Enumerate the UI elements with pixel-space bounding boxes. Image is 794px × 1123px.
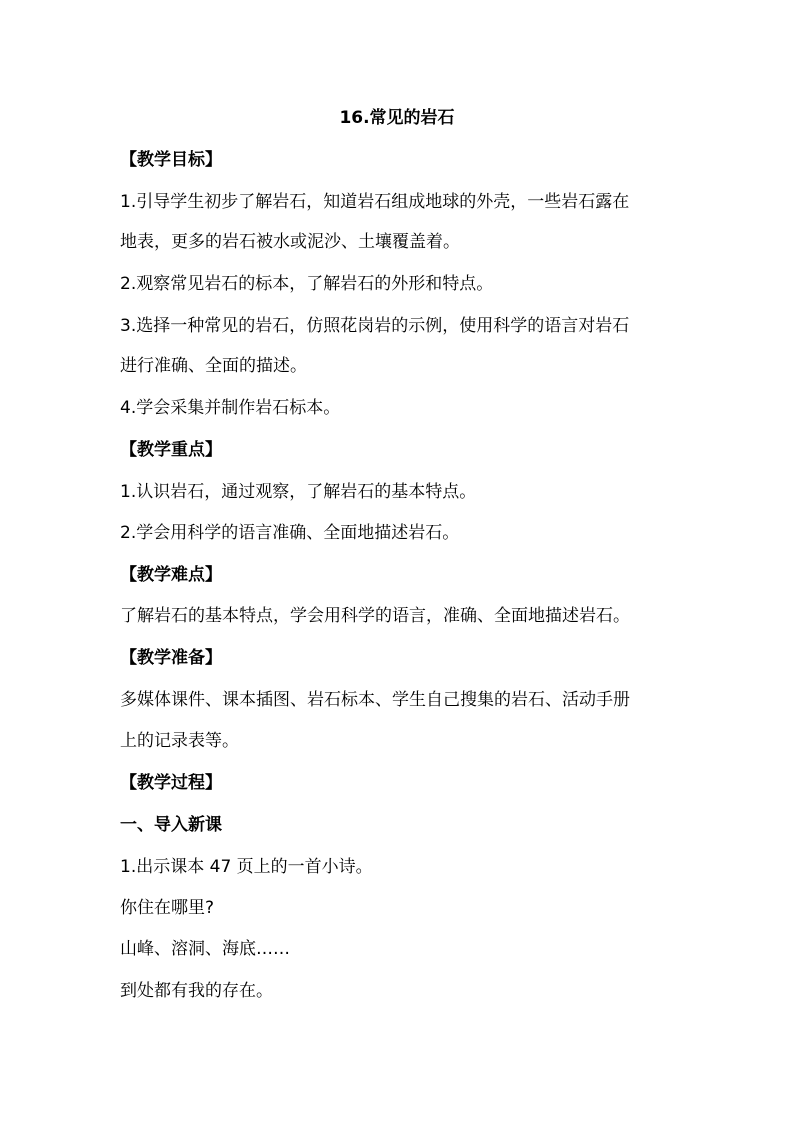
goal-1-line-2: 地表，更多的岩石被水或泥沙、土壤覆盖着。 (120, 232, 460, 252)
goal-2: 2.观察常见岩石的标本，了解岩石的外形和特点。 (120, 274, 494, 294)
section-heading-difficulties: 【教学难点】 (120, 565, 222, 585)
goal-4: 4.学会采集并制作岩石标本。 (120, 398, 341, 418)
section-heading-goals: 【教学目标】 (120, 150, 222, 170)
poem-line-2: 山峰、溶洞、海底…… (120, 939, 290, 959)
key-point-2: 2.学会用科学的语言准确、全面地描述岩石。 (120, 523, 460, 543)
goal-1-line-1: 1.引导学生初步了解岩石，知道岩石组成地球的外壳，一些岩石露在 (120, 192, 630, 212)
document-title: 16.常见的岩石 (339, 108, 455, 128)
preparation-line-1: 多媒体课件、课本插图、岩石标本、学生自己搜集的岩石、活动手册 (120, 690, 630, 710)
part-1-heading: 一、导入新课 (120, 815, 222, 835)
difficulty-1: 了解岩石的基本特点，学会用科学的语言，准确、全面地描述岩石。 (120, 606, 630, 626)
preparation-line-2: 上的记录表等。 (120, 731, 239, 751)
section-heading-preparation: 【教学准备】 (120, 648, 222, 668)
poem-line-1: 你住在哪里? (120, 898, 215, 918)
step-1: 1.出示课本 47 页上的一首小诗。 (120, 857, 373, 877)
goal-3-line-2: 进行准确、全面的描述。 (120, 356, 307, 376)
key-point-1: 1.认识岩石，通过观察，了解岩石的基本特点。 (120, 482, 477, 502)
section-heading-key-points: 【教学重点】 (120, 440, 222, 460)
goal-3-line-1: 3.选择一种常见的岩石，仿照花岗岩的示例，使用科学的语言对岩石 (120, 316, 630, 336)
poem-line-3: 到处都有我的存在。 (120, 981, 273, 1001)
section-heading-process: 【教学过程】 (120, 773, 222, 793)
